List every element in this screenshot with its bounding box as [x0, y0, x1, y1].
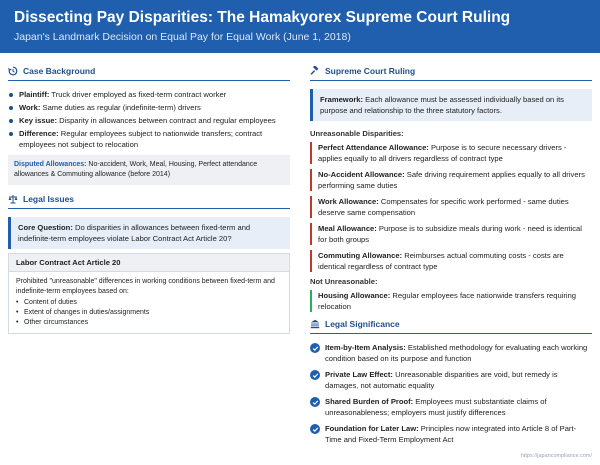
left-column — [8, 66, 290, 334]
list-item: Commuting Allowance: Reimburses actual commuting costs - costs are identical regardless of contract type — [310, 250, 592, 272]
list-item: • Other circumstances — [16, 318, 282, 328]
list-item: Housing Allowance: Regular employees face nationwide transfers requiring relocation — [310, 290, 592, 312]
check-icon — [310, 343, 320, 353]
list-item: Shared Burden of Proof: Employees must substantiate claims of unreasonableness; employers must justify differences — [310, 396, 592, 418]
list-item: Meal Allowance: Purpose is to subsidize meals during work - need is identical for both groups — [310, 223, 592, 245]
page-subtitle: Japan's Landmark Decision on Equal Pay for Equal Work (June 1, 2018) — [14, 31, 351, 43]
article-20-body: Prohibited "unreasonable" differences in working conditions between fixed-term and indefinite-term employees based on: • Content of duties • Extent of changes in duties/assignments • Other circumstances — [9, 272, 289, 333]
scale-icon — [8, 194, 18, 204]
gavel-icon — [310, 66, 320, 76]
list-item: • Content of duties — [16, 298, 282, 308]
list-item: No-Accident Allowance: Safe driving requirement applies equally to all drivers performing same duties — [310, 169, 592, 191]
section-title: Case Background — [23, 66, 96, 76]
framework-box: Framework: Each allowance must be assessed individually based on its purpose and relationship to the three statutory factors. — [310, 89, 592, 121]
list-item: • Extent of changes in duties/assignments — [16, 308, 282, 318]
list-item: Item-by-Item Analysis: Established methodology for evaluating each working condition based on its purpose and function — [310, 342, 592, 364]
list-item: Work Allowance: Compensates for specific work performed - same duties deserve same compensation — [310, 196, 592, 218]
bank-icon — [310, 319, 320, 329]
footer-url[interactable]: https://japancompliance.com/ — [520, 453, 592, 459]
legal-significance-heading — [310, 319, 592, 334]
supreme-court-ruling-heading — [310, 66, 592, 81]
history-icon — [8, 66, 18, 76]
legal-issues-heading — [8, 194, 290, 209]
section-title: Legal Significance — [325, 319, 400, 329]
not-unreasonable-heading: Not Unreasonable: — [310, 277, 378, 286]
article-20-box — [8, 253, 290, 334]
list-item: Difference: Regular employees subject to nationwide transfers; contract employees not subject to relocation — [8, 128, 290, 150]
list-item: Key issue: Disparity in allowances between contract and regular employees — [8, 115, 290, 126]
core-question-box: Core Question: Do disparities in allowances between fixed-term and indefinite-term employees violate Labor Contract Act Article 20? — [8, 217, 290, 249]
disputed-allowances-box: Disputed Allowances: No-accident, Work, Meal, Housing, Perfect attendance allowances & Commuting allowance (before 2014) — [8, 155, 290, 185]
check-icon — [310, 424, 320, 434]
check-icon — [310, 397, 320, 407]
article-20-title: Labor Contract Act Article 20 — [9, 254, 289, 272]
list-item: Work: Same duties as regular (indefinite-term) drivers — [8, 102, 290, 113]
section-title: Legal Issues — [23, 194, 75, 204]
page-title: Dissecting Pay Disparities: The Hamakyorex Supreme Court Ruling — [14, 9, 511, 26]
check-icon — [310, 370, 320, 380]
list-item: Foundation for Later Law: Principles now integrated into Article 8 of Part-Time and Fixed-Term Employment Act — [310, 423, 592, 445]
section-title: Supreme Court Ruling — [325, 66, 416, 76]
list-item: Private Law Effect: Unreasonable disparities are void, but remedy is damages, not automatic equality — [310, 369, 592, 391]
case-background-heading — [8, 66, 290, 81]
unreasonable-heading: Unreasonable Disparities: — [310, 129, 404, 138]
header — [0, 0, 600, 53]
list-item: Plaintiff: Truck driver employed as fixed-term contract worker — [8, 89, 290, 100]
right-column — [310, 66, 592, 450]
list-item: Perfect Attendance Allowance: Purpose is to secure necessary drivers - applies equally to all drivers regardless of contract type — [310, 142, 592, 164]
